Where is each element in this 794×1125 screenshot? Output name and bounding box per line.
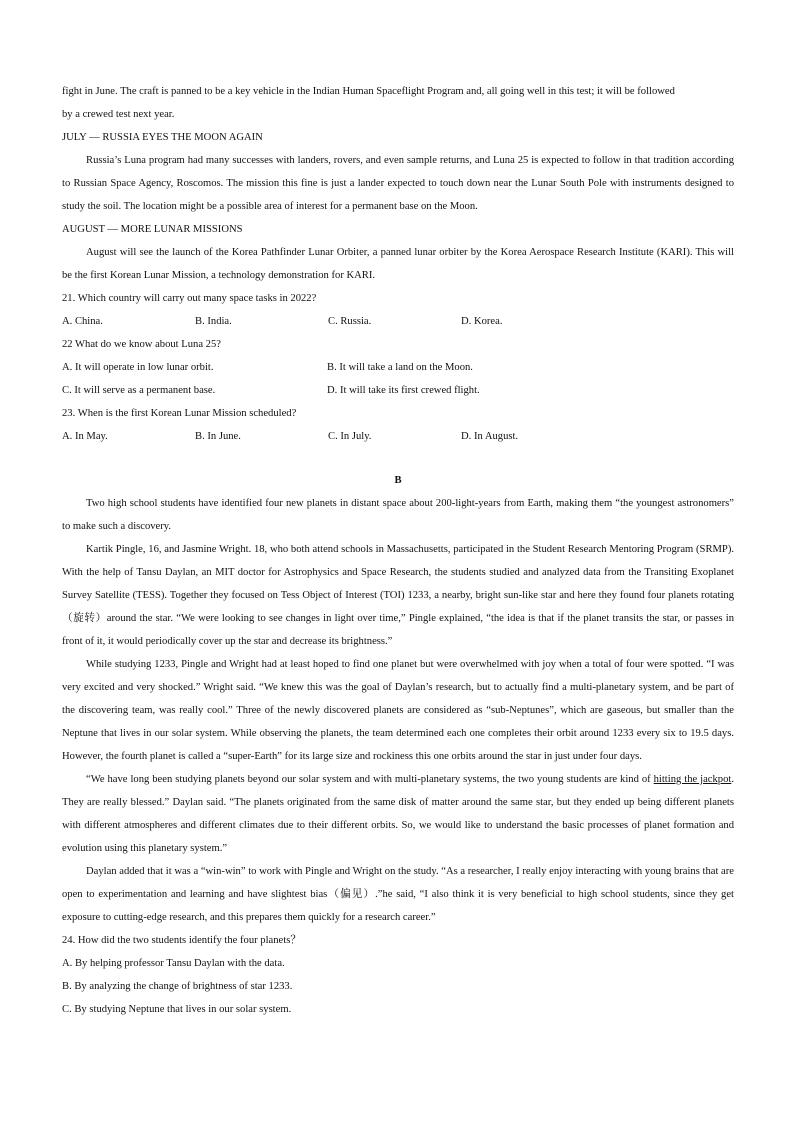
- q21-option-b[interactable]: B. India.: [195, 316, 232, 327]
- passage-b-paragraph-3: While studying 1233, Pingle and Wright had at least hoped to find one planet but were overwhelmed with joy when a total of four were spotted. “I was very excited and very shocked.” Wright said. “We knew this was the goal of Daylan’s research, but to actually find a multi-planetary system, and be part of the discovering team, was really cool.” Three of the newly discovered planets are considered as “sub-Neptunes”, which are gaseous, but smaller than the Neptune that lives in our solar system. While observing the planets, the team determined each one completes their orbit around 1233 every six to 19.5 days. However, the fourth planet is called a “super-Earth” for its large size and rockiness this one orbits around the star in just under four days.: [62, 659, 734, 762]
- q22-option-b[interactable]: B. It will take a land on the Moon.: [327, 362, 473, 373]
- p4-text-after: . They are really blessed.” Daylan said. “The planets originated from the same disk of matter around the same star, but they ended up being different planets with different atmospheres and different climates due to their different orbits. So, we would like to understand the basic processes of planet formation and evolution using this planetary system.”: [62, 774, 734, 854]
- q22-option-d[interactable]: D. It will take its first crewed flight.: [327, 385, 480, 396]
- passage-b: [62, 469, 734, 1021]
- question-22-options-row-2: [62, 379, 734, 402]
- q23-option-c[interactable]: C. In July.: [328, 431, 372, 442]
- august-heading: AUGUST — MORE LUNAR MISSIONS: [62, 224, 243, 235]
- question-23-options: [62, 425, 734, 448]
- q24-option-c[interactable]: C. By studying Neptune that lives in our solar system.: [62, 1004, 292, 1015]
- q21-option-c[interactable]: C. Russia.: [328, 316, 372, 327]
- p4-text-before: “We have long been studying planets beyond our solar system and with multi-planetary systems, the two young students are kind of: [86, 774, 654, 785]
- q24-option-b[interactable]: B. By analyzing the change of brightness of star 1233.: [62, 981, 293, 992]
- question-21-stem: 21. Which country will carry out many space tasks in 2022?: [62, 293, 317, 304]
- august-paragraph: August will see the launch of the Korea Pathfinder Lunar Orbiter, a panned lunar orbiter by the Korea Aerospace Research Institute (KARI). This will be the first Korean Lunar Mission, a technology demonstration for KARI.: [62, 247, 734, 281]
- question-23-stem: 23. When is the first Korean Lunar Mission scheduled?: [62, 408, 297, 419]
- q23-option-d[interactable]: D. In August.: [461, 431, 519, 442]
- passage-b-paragraph-5: Daylan added that it was a “win-win” to work with Pingle and Wright on the study. “As a researcher, I really enjoy interacting with young brains that are open to experimentation and learning and have slightest bias（偏见）.”he said, “I also think it is very beneficial to high school students, since they get exposure to cutting-edge research, and this prepares them quickly for a research career.”: [62, 866, 734, 923]
- question-22-stem: 22 What do we know about Luna 25?: [62, 339, 221, 350]
- july-paragraph: Russia’s Luna program had many successes with landers, rovers, and even sample returns, and Luna 25 is expected to follow in that tradition according to Russian Space Agency, Roscomos. The mission this fine is just a lander expected to touch down near the Lunar South Pole with instruments designed to study the soil. The location might be a possible area of interest for a permanent base on the Moon.: [62, 155, 734, 212]
- q21-option-d[interactable]: D. Korea.: [461, 316, 503, 327]
- q23-option-a[interactable]: A. In May.: [62, 431, 108, 442]
- july-heading: JULY — RUSSIA EYES THE MOON AGAIN: [62, 132, 263, 143]
- underlined-phrase-hitting-the-jackpot: hitting the jackpot: [653, 774, 732, 785]
- question-24-stem: 24. How did the two students identify the four planets？: [62, 935, 301, 946]
- question-22-options-row-1: [62, 356, 734, 379]
- intro-line-2: by a crewed test next year.: [62, 109, 175, 120]
- passage-b-paragraph-4: [62, 768, 734, 860]
- section-b-label: B: [394, 475, 402, 486]
- passage-b-paragraph-2: Kartik Pingle, 16, and Jasmine Wright. 18, who both attend schools in Massachusetts, participated in the Student Research Mentoring Program (SRMP). With the help of Tansu Daylan, an MIT doctor for Astrophysics and Space Research, the students studied and analyzed data from the Transiting Exoplanet Survey Satellite (TESS). Together they focused on Tess Object of Interest (TOI) 1233, a nearby, bright sun-like star and here they found four planets rotating（旋转）around the star. “We were looking to see changes in light over time,” Pingle explained, “the idea is that if the planet transits the star, or passes in front of it, it would periodically cover up the star and decrease its brightness.”: [62, 544, 734, 647]
- q22-option-c[interactable]: C. It will serve as a permanent base.: [62, 385, 216, 396]
- intro-line-1: fight in June. The craft is panned to be a key vehicle in the Indian Human Spaceflight Program and, all going well in this test; it will be followed: [62, 86, 675, 97]
- q22-option-a[interactable]: A. It will operate in low lunar orbit.: [62, 362, 214, 373]
- q21-option-a[interactable]: A. China.: [62, 316, 103, 327]
- q24-option-a[interactable]: A. By helping professor Tansu Daylan with the data.: [62, 958, 285, 969]
- passage-b-paragraph-1: Two high school students have identified four new planets in distant space about 200-light-years from Earth, making them “the youngest astronomers” to make such a discovery.: [62, 498, 734, 532]
- question-21-options: [62, 310, 734, 333]
- passage-a-continued: [62, 80, 734, 448]
- q23-option-b[interactable]: B. In June.: [195, 431, 241, 442]
